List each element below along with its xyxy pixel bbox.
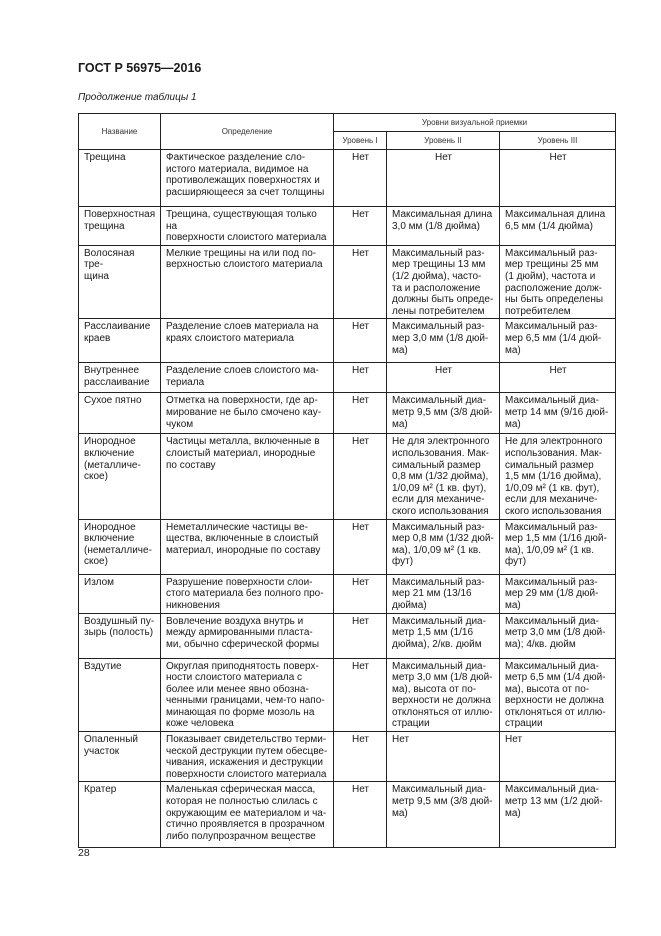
cell-level-3: Нет <box>500 150 616 207</box>
cell-name: Сухое пятно <box>79 393 161 434</box>
header-acceptance-levels: Уровни визуальной приемки <box>334 114 616 132</box>
cell-level-1: Нет <box>334 613 387 658</box>
cell-level-2: Максимальный раз- мер 21 мм (13/16 дюйма) <box>387 574 500 613</box>
cell-level-1: Нет <box>334 150 387 207</box>
cell-level-2: Максимальный раз- мер 3,0 мм (1/8 дюй- ма) <box>387 319 500 363</box>
table-row <box>79 732 616 782</box>
cell-level-2: Максимальный диа- метр 9,5 мм (3/8 дюй- ма) <box>387 393 500 434</box>
table-row <box>79 658 616 732</box>
table-row <box>79 363 616 393</box>
cell-level-1: Нет <box>334 207 387 246</box>
cell-name: Воздушный пу- зырь (полость) <box>79 613 161 658</box>
cell-name: Трещина <box>79 150 161 207</box>
cell-level-3: Нет <box>500 732 616 782</box>
table-caption: Продолжение таблицы 1 <box>78 92 197 103</box>
cell-level-1: Нет <box>334 658 387 732</box>
document-title: ГОСТ Р 56975—2016 <box>78 61 202 75</box>
table-row <box>79 207 616 246</box>
cell-level-3: Максимальный диа- метр 3,0 мм (1/8 дюй- ма); 4/кв. дюйм <box>500 613 616 658</box>
cell-level-2: Максимальный раз- мер 0,8 мм (1/32 дюй- ма), 1/0,09 м² (1 кв. фут) <box>387 519 500 574</box>
cell-level-3: Максимальный раз- мер 29 мм (1/8 дюй- ма) <box>500 574 616 613</box>
cell-name: Кратер <box>79 782 161 848</box>
cell-definition: Округлая приподнятость поверх- ности слоистого материала с более или менее явно обозна- ченными границами, чем-то напо- минающая по форме мозоль на коже человека <box>161 658 334 732</box>
cell-level-2: Максимальный раз- мер трещины 13 мм (1/2 дюйма), часто- та и расположение должны быть опреде- лены потребителем <box>387 245 500 319</box>
cell-name: Расслаивание краев <box>79 319 161 363</box>
cell-level-2: Максимальный диа- метр 3,0 мм (1/8 дюй- ма), высота от по- верхности не должна отклоняться от иллю- страции <box>387 658 500 732</box>
table-row <box>79 150 616 207</box>
cell-level-2: Максимальный диа- метр 9,5 мм (3/8 дюй- ма) <box>387 782 500 848</box>
header-level-2: Уровень II <box>387 132 500 150</box>
cell-level-1: Нет <box>334 574 387 613</box>
cell-definition: Показывает свидетельство терми- ческой деструкции путем обесцве- чивания, искажения и деструкции поверхности слоистого материала <box>161 732 334 782</box>
cell-level-1: Нет <box>334 363 387 393</box>
cell-level-2: Максимальный диа- метр 1,5 мм (1/16 дюйма), 2/кв. дюйм <box>387 613 500 658</box>
cell-level-1: Нет <box>334 245 387 319</box>
cell-level-2: Не для электронного использования. Мак- симальный размер 0,8 мм (1/32 дюйма), 1/0,09 м² (1 кв. фут), если для механиче- ского использования <box>387 434 500 519</box>
table-row <box>79 574 616 613</box>
cell-level-2: Нет <box>387 732 500 782</box>
cell-name: Вздутие <box>79 658 161 732</box>
table-row <box>79 782 616 848</box>
defects-table <box>78 113 616 848</box>
header-level-3: Уровень III <box>500 132 616 150</box>
cell-level-3: Максимальная длина 6,5 мм (1/4 дюйма) <box>500 207 616 246</box>
table-row <box>79 393 616 434</box>
cell-level-3: Максимальный раз- мер 1,5 мм (1/16 дюй- ма), 1/0,09 м² (1 кв. фут) <box>500 519 616 574</box>
cell-name: Внутреннее расслаивание <box>79 363 161 393</box>
cell-definition: Разделение слоев слоистого ма- териала <box>161 363 334 393</box>
table-row <box>79 613 616 658</box>
cell-level-1: Нет <box>334 434 387 519</box>
cell-name: Инородное включение (неметалличе- ское) <box>79 519 161 574</box>
cell-level-1: Нет <box>334 319 387 363</box>
cell-level-3: Не для электронного использования. Мак- симальный размер 1,5 мм (1/16 дюйма), 1/0,09 м² (1 кв. фут), если для механиче- ского использования <box>500 434 616 519</box>
table-row <box>79 245 616 319</box>
cell-level-1: Нет <box>334 393 387 434</box>
table-row <box>79 519 616 574</box>
cell-level-3: Максимальный диа- метр 6,5 мм (1/4 дюй- ма), высота от по- верхности не должна отклоняться от иллю- страции <box>500 658 616 732</box>
cell-level-1: Нет <box>334 519 387 574</box>
cell-level-3: Максимальный диа- метр 14 мм (9/16 дюй- ма) <box>500 393 616 434</box>
cell-definition: Отметка на поверхности, где ар- мирование не было смочено кау- чуком <box>161 393 334 434</box>
cell-name: Поверхностная трещина <box>79 207 161 246</box>
cell-level-1: Нет <box>334 732 387 782</box>
header-name: Название <box>79 114 161 150</box>
cell-definition: Разрушение поверхности слои- стого материала без полного про- никновения <box>161 574 334 613</box>
header-definition: Определение <box>161 114 334 150</box>
cell-name: Излом <box>79 574 161 613</box>
cell-definition: Частицы металла, включенные в слоистый материал, инородные по составу <box>161 434 334 519</box>
cell-definition: Фактическое разделение сло- истого материала, видимое на противолежащих поверхностях и расширяющееся за счет толщины <box>161 150 334 207</box>
cell-level-2: Нет <box>387 150 500 207</box>
table-row <box>79 434 616 519</box>
cell-level-3: Максимальный диа- метр 13 мм (1/2 дюй- ма) <box>500 782 616 848</box>
cell-definition: Неметаллические частицы ве- щества, включенные в слоистый материал, инородные по составу <box>161 519 334 574</box>
cell-name: Опаленный участок <box>79 732 161 782</box>
page-number: 28 <box>78 847 90 859</box>
cell-level-3: Нет <box>500 363 616 393</box>
cell-level-2: Максимальная длина 3,0 мм (1/8 дюйма) <box>387 207 500 246</box>
cell-definition: Маленькая сферическая масса, которая не полностью слилась с окружающим ее материалом и ча- стично проявляется в прозрачном либо полупрозрачном веществе <box>161 782 334 848</box>
header-level-1: Уровень I <box>334 132 387 150</box>
table-row <box>79 319 616 363</box>
cell-level-2: Нет <box>387 363 500 393</box>
cell-name: Волосяная тре- щина <box>79 245 161 319</box>
cell-level-3: Максимальный раз- мер трещины 25 мм (1 дюйм), частота и расположение долж- ны быть определены потребителем <box>500 245 616 319</box>
cell-definition: Трещина, существующая только на поверхности слоистого материала <box>161 207 334 246</box>
cell-definition: Мелкие трещины на или под по- верхностью слоистого материала <box>161 245 334 319</box>
cell-name: Инородное включение (металличе- ское) <box>79 434 161 519</box>
cell-level-3: Максимальный раз- мер 6,5 мм (1/4 дюй- ма) <box>500 319 616 363</box>
cell-level-1: Нет <box>334 782 387 848</box>
cell-definition: Разделение слоев материала на краях слоистого материала <box>161 319 334 363</box>
cell-definition: Вовлечение воздуха внутрь и между армированными пласта- ми, обычно сферической формы <box>161 613 334 658</box>
